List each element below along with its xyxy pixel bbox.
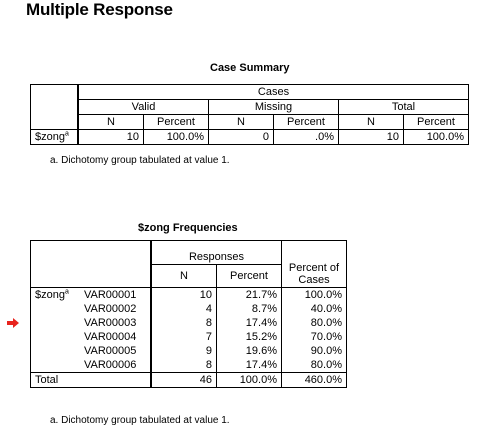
group-label xyxy=(31,330,81,344)
arrow-shape xyxy=(7,318,19,328)
cell-missing-n: 0 xyxy=(209,130,274,145)
variable-label: VAR00005 xyxy=(80,344,151,358)
cell-cases: 80.0% xyxy=(282,316,347,330)
group-label xyxy=(31,302,81,316)
arrow-right-icon xyxy=(7,318,19,328)
variable-label: VAR00006 xyxy=(80,358,151,373)
header-n: N xyxy=(339,115,404,130)
header-percent-of-cases xyxy=(282,241,347,288)
table-row xyxy=(31,344,347,358)
table-row xyxy=(31,358,347,373)
header-percent: Percent xyxy=(217,264,282,288)
header-n: N xyxy=(209,115,274,130)
header-cases: Cases xyxy=(78,85,469,100)
group-label xyxy=(31,344,81,358)
cell-n: 4 xyxy=(151,302,217,316)
header-percent: Percent xyxy=(144,115,209,130)
cell-n: 7 xyxy=(151,330,217,344)
frequencies-body xyxy=(31,288,347,373)
cell-cases: 80.0% xyxy=(282,358,347,373)
row-label xyxy=(31,130,79,145)
variable-label: VAR00001 xyxy=(80,288,151,303)
header-percent: Percent xyxy=(404,115,469,130)
group-label xyxy=(31,316,81,330)
variable-label: VAR00004 xyxy=(80,330,151,344)
cell-missing-percent: .0% xyxy=(274,130,339,145)
cell-percent: 21.7% xyxy=(217,288,282,303)
footnote-marker: a xyxy=(64,288,69,296)
header-percent-of-cases-line2: Cases xyxy=(298,274,330,286)
page-heading: Multiple Response xyxy=(26,0,173,19)
group-label-text: $zong xyxy=(35,289,65,301)
table-row xyxy=(31,288,347,303)
case-summary-title: Case Summary xyxy=(210,62,290,74)
table-row xyxy=(31,316,347,330)
header-percent: Percent xyxy=(274,115,339,130)
group-label xyxy=(31,358,81,373)
cell-n: 10 xyxy=(151,288,217,303)
variable-label: VAR00002 xyxy=(80,302,151,316)
header-percent-of-cases-line1: Percent of xyxy=(288,262,340,274)
total-n: 46 xyxy=(151,373,217,388)
cell-percent: 19.6% xyxy=(217,344,282,358)
total-label: Total xyxy=(31,373,152,388)
cell-percent: 17.4% xyxy=(217,316,282,330)
header-missing: Missing xyxy=(209,100,339,115)
cell-valid-n: 10 xyxy=(78,130,144,145)
footnote-marker: a xyxy=(64,130,69,138)
header-n: N xyxy=(78,115,144,130)
header-valid: Valid xyxy=(78,100,209,115)
table-row xyxy=(31,330,347,344)
total-percent: 100.0% xyxy=(217,373,282,388)
cell-percent: 8.7% xyxy=(217,302,282,316)
cell-n: 8 xyxy=(151,358,217,373)
table-row xyxy=(31,302,347,316)
cell-cases: 40.0% xyxy=(282,302,347,316)
cell-n: 9 xyxy=(151,344,217,358)
row-label-text: $zong xyxy=(35,131,65,143)
header-responses: Responses xyxy=(151,241,282,265)
cell-n: 8 xyxy=(151,316,217,330)
cell-cases: 90.0% xyxy=(282,344,347,358)
cell-valid-percent: 100.0% xyxy=(144,130,209,145)
total-cases: 460.0% xyxy=(282,373,347,388)
frequencies-footnote: a. Dichotomy group tabulated at value 1. xyxy=(50,415,230,426)
variable-label: VAR00003 xyxy=(80,316,151,330)
frequencies-table xyxy=(30,240,347,388)
cell-cases: 70.0% xyxy=(282,330,347,344)
stub-corner xyxy=(31,85,79,130)
cell-percent: 15.2% xyxy=(217,330,282,344)
case-summary-table xyxy=(30,84,469,145)
cell-total-n: 10 xyxy=(339,130,404,145)
cell-cases: 100.0% xyxy=(282,288,347,303)
cell-total-percent: 100.0% xyxy=(404,130,469,145)
header-n: N xyxy=(151,264,217,288)
header-total: Total xyxy=(339,100,469,115)
group-label xyxy=(31,288,81,303)
stub-corner xyxy=(31,241,152,288)
frequencies-title: $zong Frequencies xyxy=(138,222,238,234)
case-summary-footnote: a. Dichotomy group tabulated at value 1. xyxy=(50,155,230,166)
cell-percent: 17.4% xyxy=(217,358,282,373)
